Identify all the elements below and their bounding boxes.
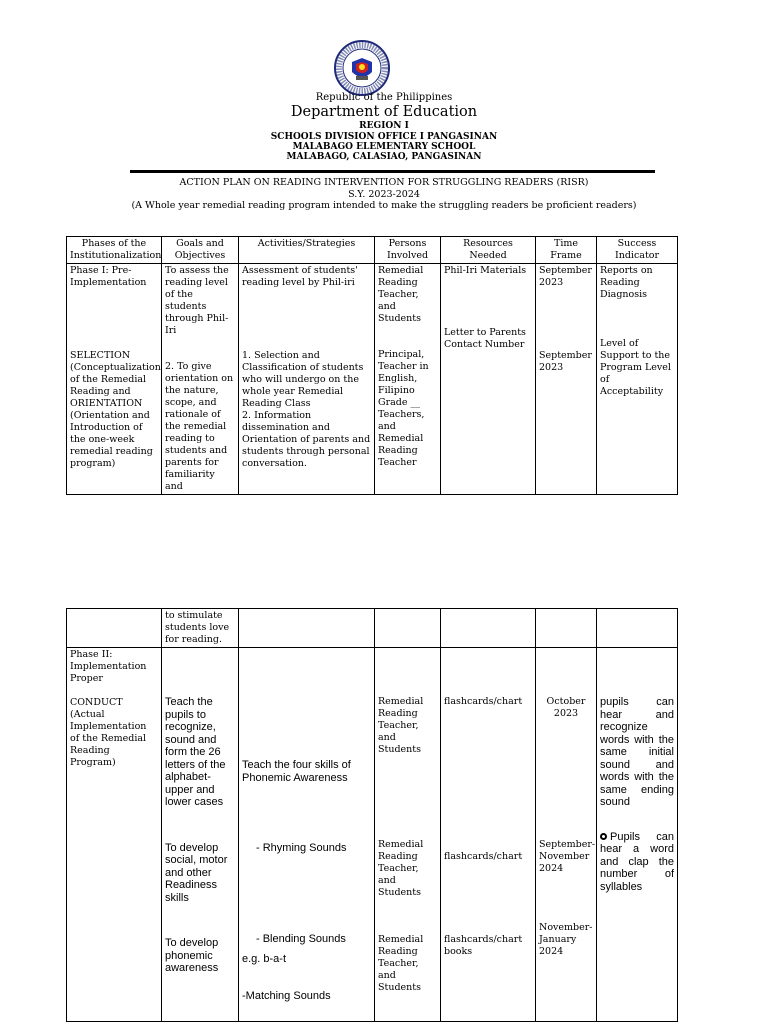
- department-name: Department of Education: [290, 104, 478, 120]
- table-row: [67, 264, 678, 495]
- time-3: October 2023: [546, 696, 586, 719]
- goals-cell: [162, 264, 239, 495]
- activity-1: Assessment of students' reading level by Phil-iri: [242, 265, 358, 288]
- resources-5: flashcards/chart books: [444, 934, 523, 957]
- country-name: Republic of the Philippines: [315, 92, 453, 103]
- doc-subtitle: (A Whole year remedial reading program intended to make the struggling readers be proficient readers): [131, 200, 637, 211]
- phase-cell: [67, 264, 162, 495]
- deped-seal-icon: [334, 40, 390, 96]
- activity-5-matching: -Matching Sounds: [242, 989, 331, 1002]
- resources-3: flashcards/chart: [444, 696, 523, 707]
- activity-2b: 2. Information dissemination and Orientation of parents and students through personal conversation.: [242, 410, 371, 469]
- col-header-timeframe: Time Frame: [536, 237, 597, 264]
- activities-cell: [239, 648, 375, 1022]
- division: SCHOOLS DIVISION OFFICE I PANGASINAN: [270, 132, 498, 142]
- success-4: Pupils can hear a word and clap the number of syllables: [600, 830, 674, 893]
- resources-4: flashcards/chart: [444, 851, 523, 862]
- success-3: pupils can hear and recognize words with the same initial sound and words with the same ending sound: [600, 696, 674, 808]
- phase-1-selection: SELECTION (Conceptualization of the Remedial Reading and ORIENTATION (Orientation and Introduction of the one-week remedial reading program): [70, 350, 161, 469]
- goal-1: To assess the reading level of the students through Phil-Iri: [165, 265, 229, 336]
- col-header-success: Success Indicator: [597, 237, 678, 264]
- col-header-phases: Phases of the Institutionalization: [67, 237, 162, 264]
- time-1: September 2023: [539, 265, 592, 288]
- action-plan-table-1: [66, 236, 678, 495]
- header-divider: [130, 170, 655, 173]
- goal-3: Teach the pupils to recognize, sound and form the 26 letters of the alphabet- upper and lower cases: [165, 696, 226, 808]
- activity-5-example: e.g. b-a-t: [242, 953, 287, 965]
- persons-3: Remedial Reading Teacher, and Students: [378, 696, 424, 755]
- table-row: [67, 648, 678, 1022]
- action-plan-table-2: [66, 608, 678, 1022]
- goal-2: 2. To give orientation on the nature, scope, and rationale of the remedial reading to students and parents for familiarity and: [165, 361, 234, 492]
- col-header-resources: Resources Needed: [441, 237, 536, 264]
- phase-cell: [67, 648, 162, 1022]
- goals-cell: [162, 648, 239, 1022]
- activities-cell: [239, 264, 375, 495]
- persons-5: Remedial Reading Teacher, and Students: [378, 934, 424, 993]
- goal-5: To develop phonemic awareness: [165, 937, 219, 974]
- bullet-icon: [600, 833, 607, 840]
- success-cell: [597, 264, 678, 495]
- persons-2: Principal, Teacher in English, Filipino Grade __ Teachers, and Remedial Reading Teacher: [378, 349, 429, 468]
- persons-cell: [375, 264, 441, 495]
- time-4: September-November 2024: [539, 839, 596, 874]
- doc-title: ACTION PLAN ON READING INTERVENTION FOR STRUGGLING READERS (RISR): [179, 177, 589, 188]
- resources-1: Phil-Iri Materials: [444, 265, 527, 276]
- time-2: September 2023: [539, 350, 592, 373]
- resources-cell: [441, 648, 536, 1022]
- timeframe-cell: [536, 648, 597, 1022]
- col-header-activities: Activities/Strategies: [239, 237, 375, 264]
- phase-2-conduct: CONDUCT (Actual Implementation of the Remedial Reading Program): [70, 697, 147, 768]
- goal-4: To develop social, motor and other Readiness skills: [165, 841, 228, 904]
- timeframe-cell: [536, 264, 597, 495]
- phase-1-label: Phase I: Pre-Implementation: [70, 265, 147, 288]
- resources-1b: Letter to Parents Contact Number: [444, 327, 526, 350]
- region: REGION I: [359, 121, 409, 131]
- resources-cell: [441, 264, 536, 495]
- school-year: S.Y. 2023-2024: [348, 189, 420, 200]
- success-2: Level of Support to the Program Level of Acceptability: [600, 338, 671, 397]
- col-header-goals: Goals and Objectives: [162, 237, 239, 264]
- persons-cell: [375, 648, 441, 1022]
- table-header-row: [67, 237, 678, 264]
- activity-4: - Rhyming Sounds: [256, 842, 347, 854]
- activity-3: Teach the four skills of Phonemic Awareness: [242, 759, 351, 784]
- phase-2-label: Phase II: Implementation Proper: [70, 649, 147, 684]
- school-name: MALABAGO ELEMENTARY SCHOOL: [292, 142, 476, 152]
- col-header-persons: Persons Involved: [375, 237, 441, 264]
- table-row: [67, 609, 678, 648]
- goal-continued: to stimulate students love for reading.: [162, 609, 239, 648]
- activity-2a: 1. Selection and Classification of students who will undergo on the whole year Remedial Reading Class: [242, 350, 364, 409]
- time-5: November-January 2024: [539, 922, 593, 957]
- activity-5: - Blending Sounds: [256, 932, 346, 945]
- persons-1: Remedial Reading Teacher, and Students: [378, 265, 424, 324]
- persons-4: Remedial Reading Teacher, and Students: [378, 839, 424, 898]
- school-address: MALABAGO, CALASIAO, PANGASINAN: [286, 152, 482, 162]
- success-1: Reports on Reading Diagnosis: [600, 265, 653, 300]
- success-cell: [597, 648, 678, 1022]
